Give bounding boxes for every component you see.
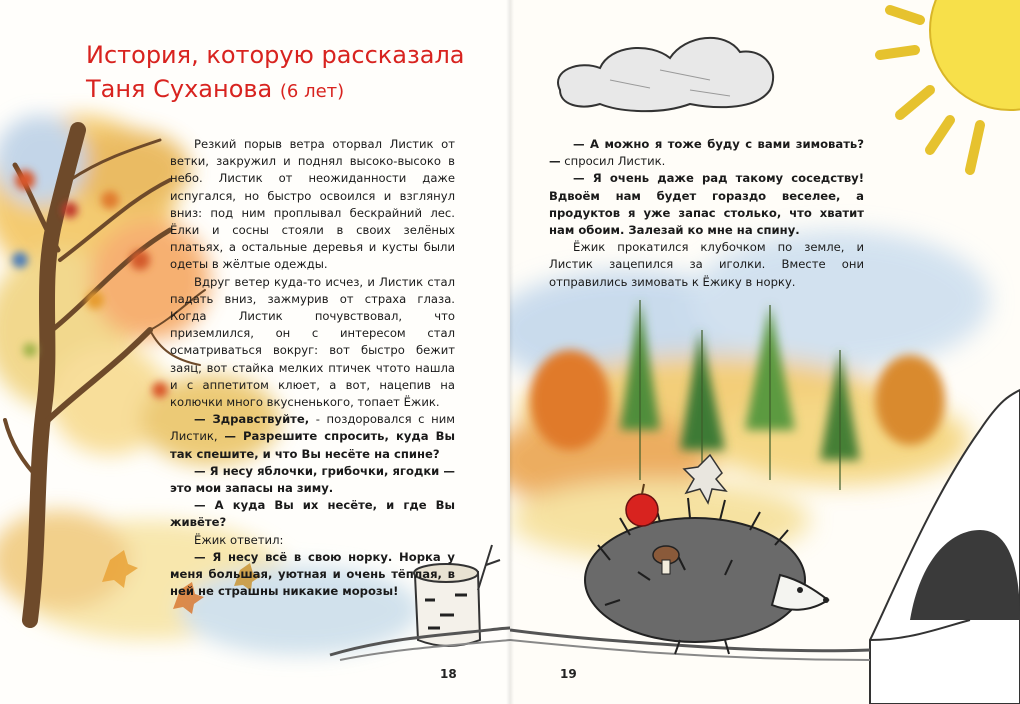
dialogue-bold: — Здравствуйте, [194, 412, 310, 427]
paragraph: Вдруг ветер куда-то исчез, и Листик стал падать вниз, зажмурив от страха глаза. Когда Листик почувствовал, что приземлился, он с интересом стал осматриваться вокруг: вот быстро бежит заяц, вот стайка мелких птичек чтото нашла и с аппетитом клюет, а вот, нацепив на колючки много вкусненького, топает Ёжик. [170, 274, 455, 410]
paragraph [170, 411, 455, 463]
story-title [86, 38, 465, 109]
dialogue-bold: — Разрешите спросить, куда Вы так спешите, и что Вы несёте на спине? [170, 429, 455, 461]
hedgehog-icon [510, 0, 1020, 704]
page-number-left: 18 [440, 667, 457, 681]
paragraph: Резкий порыв ветра оторвал Листик от ветки, закружил и поднял высоко-высоко в небо. Листик от неожиданности даже испугался, но быстро освоился и взглянул вниз: под ним проплывал бескрайний лес. Ёлки и сосны стояли в своих зелёных платьях, а остальные деревья и кусты были одеты в жёлтые одежды. [170, 137, 455, 272]
page-number-right: 19 [560, 667, 577, 681]
paragraph: Ёжик прокатился клубочком по земле, и Листик зацепился за иголки. Вместе они отправились зимовать к Ёжику в норку. [549, 240, 864, 289]
author-age: (6 лет) [279, 81, 345, 102]
story-title-line2 [86, 72, 465, 109]
dialogue-normal: - поздоровался с ним Листик, [170, 412, 455, 444]
paragraph: — Я несу яблочки, грибочки, ягодки — это мои запасы на зиму. [170, 463, 455, 496]
right-page-text [549, 136, 864, 291]
book-gutter [506, 0, 514, 704]
paragraph: Ёжик ответил: [194, 532, 284, 547]
left-page-text [170, 136, 455, 600]
author-name: Таня Суханова [86, 75, 273, 103]
story-title-line1: История, которую рассказала [86, 41, 465, 69]
paragraph [549, 136, 864, 170]
right-page [510, 0, 1020, 704]
paragraph: — Я очень даже рад такому соседству! Вдвоём нам будет гораздо веселее, а продуктов я уже запас столько, что хватит нам обоим. Залезай ко мне на спину. [549, 171, 864, 238]
dialogue-bold: — А можно я тоже буду с вами зимовать? — [549, 137, 864, 169]
paragraph: — Я несу всё в свою норку. Норка у меня большая, уютная и очень тёплая, в ней не страшны никакие морозы! [170, 549, 455, 599]
dialogue-normal: спросил Листик. [560, 154, 666, 169]
paragraph: — А куда Вы их несёте, и где Вы живёте? [170, 498, 455, 530]
